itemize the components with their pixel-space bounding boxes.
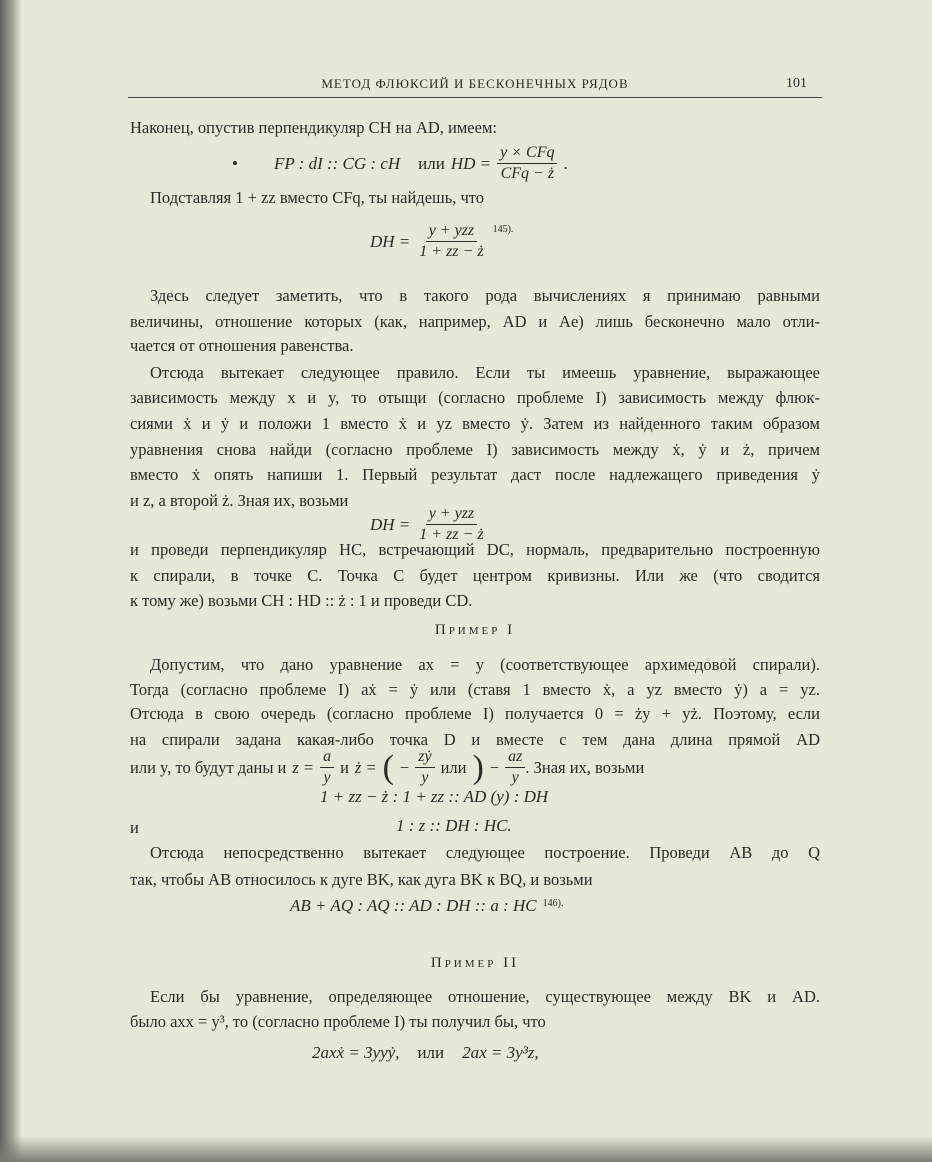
heading-example-2: Пример II [430, 955, 520, 971]
fraction [416, 222, 486, 261]
numerator: y + yzz [426, 505, 477, 525]
text-line: Допустим, что дано уравнение ax = y (соответствующее архимедовой спирали). [150, 655, 820, 674]
denominator: y [421, 769, 429, 786]
denominator: CFq − ż [500, 165, 555, 182]
text-line: и z, а второй ż. Зная их, возьми [130, 491, 349, 510]
period: . [563, 153, 568, 173]
text-line: сиями ẋ и ẏ и положи 1 вместо ẋ и yz вместо ẏ. Затем из найденного таким образом [130, 414, 820, 433]
formula-zdot: ż = [354, 757, 377, 777]
text-segment: или [440, 757, 467, 777]
text-line: Здесь следует заметить, что в такого рода вычислениях я принимаю равными [150, 286, 820, 305]
text-line: Наконец, опустив перпендикуляр CH на AD, имеем: [130, 118, 497, 137]
fraction [415, 748, 434, 787]
formula-proportion-1: 1 + zz − ż : 1 + zz :: AD (y) : DH [320, 787, 549, 806]
text-segment: или y, то будут даны и [130, 757, 287, 777]
text-line: и проведи перпендикуляр HC, встречающий DC, нормаль, предварительно построенную [130, 540, 820, 559]
text-line: Тогда (согласно проблеме I) aẋ = ẏ или (ставя 1 вместо ẋ, а yz вместо ẏ) a = yz. [130, 680, 820, 699]
formula-right: 2ax = 3y³z, [462, 1043, 539, 1062]
formula-z: z = [292, 757, 315, 777]
scan-edge-left [0, 0, 22, 1162]
denominator: 1 + zz − ż [419, 243, 484, 260]
fraction [505, 748, 525, 787]
formula-dh-2 [370, 505, 487, 544]
running-header: МЕТОД ФЛЮКСИЙ И БЕСКОНЕЧНЫХ РЯДОВ [321, 76, 629, 91]
text-line: и [130, 818, 139, 837]
formula-lhs: DH = [370, 514, 411, 534]
text-line: так, чтобы AB относилось к дуге BK, как дуга BK к BQ, и возьми [130, 870, 593, 889]
bullet-mark: • [232, 153, 238, 173]
text-line: Отсюда вытекает следующее правило. Если ты имеешь уравнение, выражающее [150, 363, 820, 382]
text-line: на спирали задана какая-либо точка D и вместе с тем дана длина прямой AD [130, 730, 820, 749]
text-line: уравнения снова найди (согласно проблеме I) зависимость между ẋ, ẏ и ż, причем [130, 440, 820, 459]
text-line: было axx = y³, то (согласно проблеме I) ты получил бы, что [130, 1012, 546, 1031]
formula-dh [370, 222, 513, 261]
text-line: к спирали, в точке C. Точка C будет центром кривизны. Или же (что сводится [130, 566, 820, 585]
fraction [497, 144, 557, 183]
formula-lhs: HD = [450, 153, 492, 173]
formula-proportion-2: 1 : z :: DH : HC. [396, 816, 512, 835]
text-line: Отсюда непосредственно вытекает следующее построение. Проведи AB до Q [150, 843, 820, 862]
text-line: к тому же) возьми CH : HD :: ż : 1 и проведи CD. [130, 591, 473, 610]
text-line: величины, отношение которых (как, например, AD и Ae) лишь бесконечно мало отли- [130, 312, 820, 331]
text-line: Отсюда в свою очередь (согласно проблеме I) получается 0 = ży + yż. Поэтому, если [130, 704, 820, 723]
open-paren: ( [382, 748, 394, 786]
numerator: y × CFq [497, 144, 557, 164]
minus-sign: − [399, 757, 410, 777]
formula-body: AB + AQ : AQ :: AD : DH :: a : HC [290, 896, 537, 915]
numerator: az [505, 748, 525, 768]
formula-fluxion [312, 1043, 539, 1063]
text-line: вместо ẋ опять напиши 1. Первый результат даст после надлежащего приведения ẏ [130, 465, 820, 484]
formula-hd [232, 144, 568, 183]
inline-formula-line [130, 748, 644, 787]
formula-left: 2axẋ = 3yyẏ, [312, 1043, 400, 1062]
denominator: y [323, 769, 331, 786]
minus-sign: − [489, 757, 500, 777]
formula-proportion-3 [290, 896, 563, 916]
text-line: чается от отношения равенства. [130, 336, 354, 355]
footnote-ref: 146). [542, 898, 564, 909]
text-line: Если бы уравнение, определяющее отношение, существующее между BK и AD. [150, 987, 820, 1006]
page-number: 101 [786, 76, 807, 91]
numerator: zẏ [415, 748, 434, 768]
header-rule [128, 97, 822, 98]
formula-word-or: или [417, 1043, 445, 1062]
footnote-ref: 145). [492, 224, 514, 235]
text-line: Подставляя 1 + zz вместо CFq, ты найдешь, что [150, 188, 485, 207]
scan-edge-bottom [0, 1136, 932, 1162]
fraction [416, 505, 486, 544]
numerator: y + yzz [426, 222, 477, 242]
denominator: 1 + zz − ż [419, 526, 484, 543]
fraction [320, 748, 334, 787]
heading-example-1: Пример I [434, 622, 516, 638]
formula-lhs: DH = [370, 231, 411, 251]
close-paren: ) [472, 748, 484, 786]
formula-word-or: или [418, 153, 445, 173]
denominator: y [511, 769, 519, 786]
text-line: зависимость между x и y, то отыщи (согласно проблеме I) зависимость между флюк- [130, 388, 820, 407]
text-segment: . Зная их, возьми [525, 757, 645, 777]
numerator: a [320, 748, 334, 768]
text-segment: и [340, 757, 349, 777]
formula-proportion: FP : dI :: CG : cH [273, 153, 401, 173]
